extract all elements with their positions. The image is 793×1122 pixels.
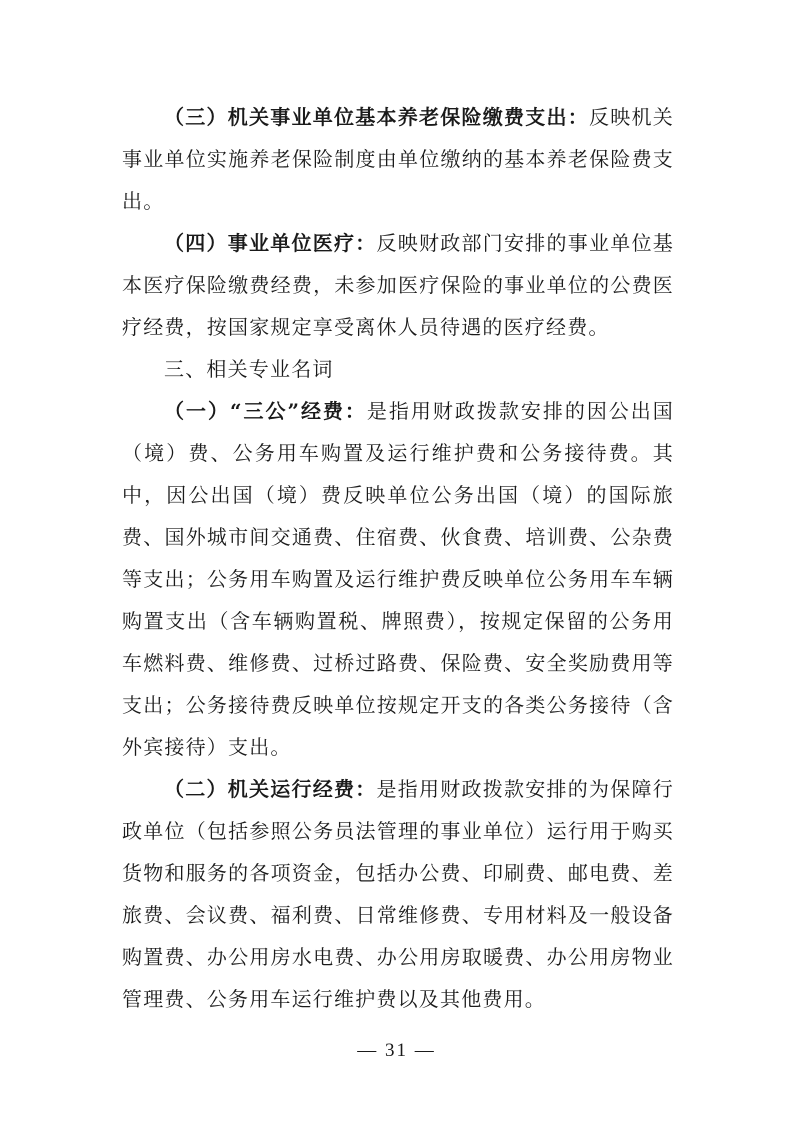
page-number: — 31 — xyxy=(357,1040,436,1061)
paragraph-text: 反映财政部门安排的事业单位基本医疗保险缴费经费，未参加医疗保险的事业单位的公费医疗经费，按国家规定享受离休人员待遇的医疗经费。 xyxy=(122,231,675,339)
paragraph-text: 反映机关事业单位实施养老保险制度由单位缴纳的基本养老保险费支出。 xyxy=(122,105,675,213)
paragraph-pension-insurance xyxy=(122,96,674,222)
paragraph-medical xyxy=(122,222,674,348)
section-heading: 三、相关专业名词 xyxy=(164,357,334,381)
paragraph-lead: （三）机关事业单位基本养老保险缴费支出： xyxy=(164,105,590,129)
paragraph-lead: （四）事业单位医疗： xyxy=(164,231,377,255)
term-text: 是指用财政拨款安排的为保障行政单位（包括参照公务员法管理的事业单位）运行用于购买货物和服务的各项资金，包括办公费、印刷费、邮电费、差旅费、会议费、福利费、日常维修费、专用材料及一般设备购置费、办公用房水电费、办公用房取暖费、办公用房物业管理费、公务用车运行维护费以及其他费用。 xyxy=(122,777,675,1011)
term-lead: （一）“三公”经费： xyxy=(164,399,367,423)
term-operating-expenses xyxy=(122,768,674,1020)
term-text: 是指用财政拨款安排的因公出国（境）费、公务用车购置及运行维护费和公务接待费。其中，因公出国（境）费反映单位公务出国（境）的国际旅费、国外城市间交通费、住宿费、伙食费、培训费、公杂费等支出；公务用车购置及运行维护费反映单位公务用车车辆购置支出（含车辆购置税、牌照费），按规定保留的公务用车燃料费、维修费、过桥过路费、保险费、安全奖励费用等支出；公务接待费反映单位按规定开支的各类公务接待（含外宾接待）支出。 xyxy=(122,399,674,759)
term-lead: （二）机关运行经费： xyxy=(164,777,377,801)
term-three-public-expenses xyxy=(122,390,674,768)
document-body xyxy=(122,96,674,1020)
